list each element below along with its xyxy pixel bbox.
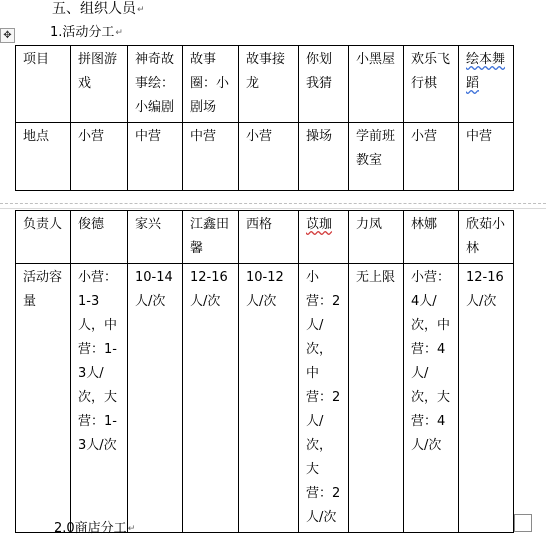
table-cell[interactable]: 绘本舞蹈: [459, 46, 514, 123]
table-cell[interactable]: 地点: [16, 123, 71, 191]
table-cell[interactable]: 你划我猜: [299, 46, 349, 123]
table-cell[interactable]: 小营: [71, 123, 128, 191]
table-cell[interactable]: 故事接龙: [239, 46, 299, 123]
table-cell[interactable]: 负责人: [16, 211, 71, 264]
table-cell[interactable]: 俊德: [71, 211, 128, 264]
table-row: [16, 211, 514, 264]
table-cell[interactable]: 操场: [299, 123, 349, 191]
table-row: [16, 123, 514, 191]
paragraph-mark-icon: ↵: [115, 28, 123, 38]
table-cell[interactable]: 拼图游戏: [71, 46, 128, 123]
table-cell[interactable]: 林娜: [404, 211, 459, 264]
page-break-line: [0, 203, 546, 204]
table-cell[interactable]: 家兴: [128, 211, 183, 264]
table-cell[interactable]: 中营: [183, 123, 239, 191]
paragraph-mark-icon: ↵: [127, 524, 136, 534]
table-cell[interactable]: 欣茹小林: [459, 211, 514, 264]
table-cell[interactable]: 10-14人/次: [128, 264, 183, 533]
table-cell[interactable]: 小营: [239, 123, 299, 191]
table-cell[interactable]: 江鑫田馨: [183, 211, 239, 264]
table-row: [16, 46, 514, 123]
table-cell[interactable]: 10-12人/次: [239, 264, 299, 533]
sub-heading: 1.活动分工↵: [50, 25, 123, 40]
table-cell[interactable]: 小营：2人/次，中营：2人/次，大营：2人/次: [299, 264, 349, 533]
table-cell[interactable]: 项目: [16, 46, 71, 123]
table-cell[interactable]: 活动容量: [16, 264, 71, 533]
staff-capacity-table: [15, 210, 514, 533]
table-cell[interactable]: 苡珈: [299, 211, 349, 264]
table-cell[interactable]: 力凤: [349, 211, 404, 264]
table-resize-handle-icon[interactable]: [514, 514, 532, 532]
table-cell[interactable]: 无上限: [349, 264, 404, 533]
table-cell[interactable]: 西格: [239, 211, 299, 264]
table-cell[interactable]: 中营: [128, 123, 183, 191]
paragraph-mark-icon: ↵: [137, 5, 145, 15]
sub-heading-next: 2.0商店分工↵: [54, 521, 136, 536]
page-break-line: [0, 208, 546, 209]
table-cell[interactable]: 12-16人/次: [183, 264, 239, 533]
table-cell[interactable]: 小黑屋: [349, 46, 404, 123]
table-cell[interactable]: 12-16人/次: [459, 264, 514, 533]
table-cell[interactable]: 小营：1-3人，中营：1-3人/次，大营：1-3人/次: [71, 264, 128, 533]
table-cell[interactable]: 故事圈：小剧场: [183, 46, 239, 123]
table-row: [16, 264, 514, 533]
table-move-handle-icon[interactable]: ✥: [0, 28, 15, 43]
table-cell[interactable]: 中营: [459, 123, 514, 191]
table-cell[interactable]: 欢乐飞行棋: [404, 46, 459, 123]
table-cell[interactable]: 学前班教室: [349, 123, 404, 191]
activity-location-table: [15, 45, 514, 191]
table-cell[interactable]: 小营: [404, 123, 459, 191]
section-heading: 五、组织人员↵: [52, 1, 145, 17]
table-cell[interactable]: 神奇故事绘：小编剧: [128, 46, 183, 123]
table-cell[interactable]: 小营：4人/次，中营：4人/次，大营：4人/次: [404, 264, 459, 533]
